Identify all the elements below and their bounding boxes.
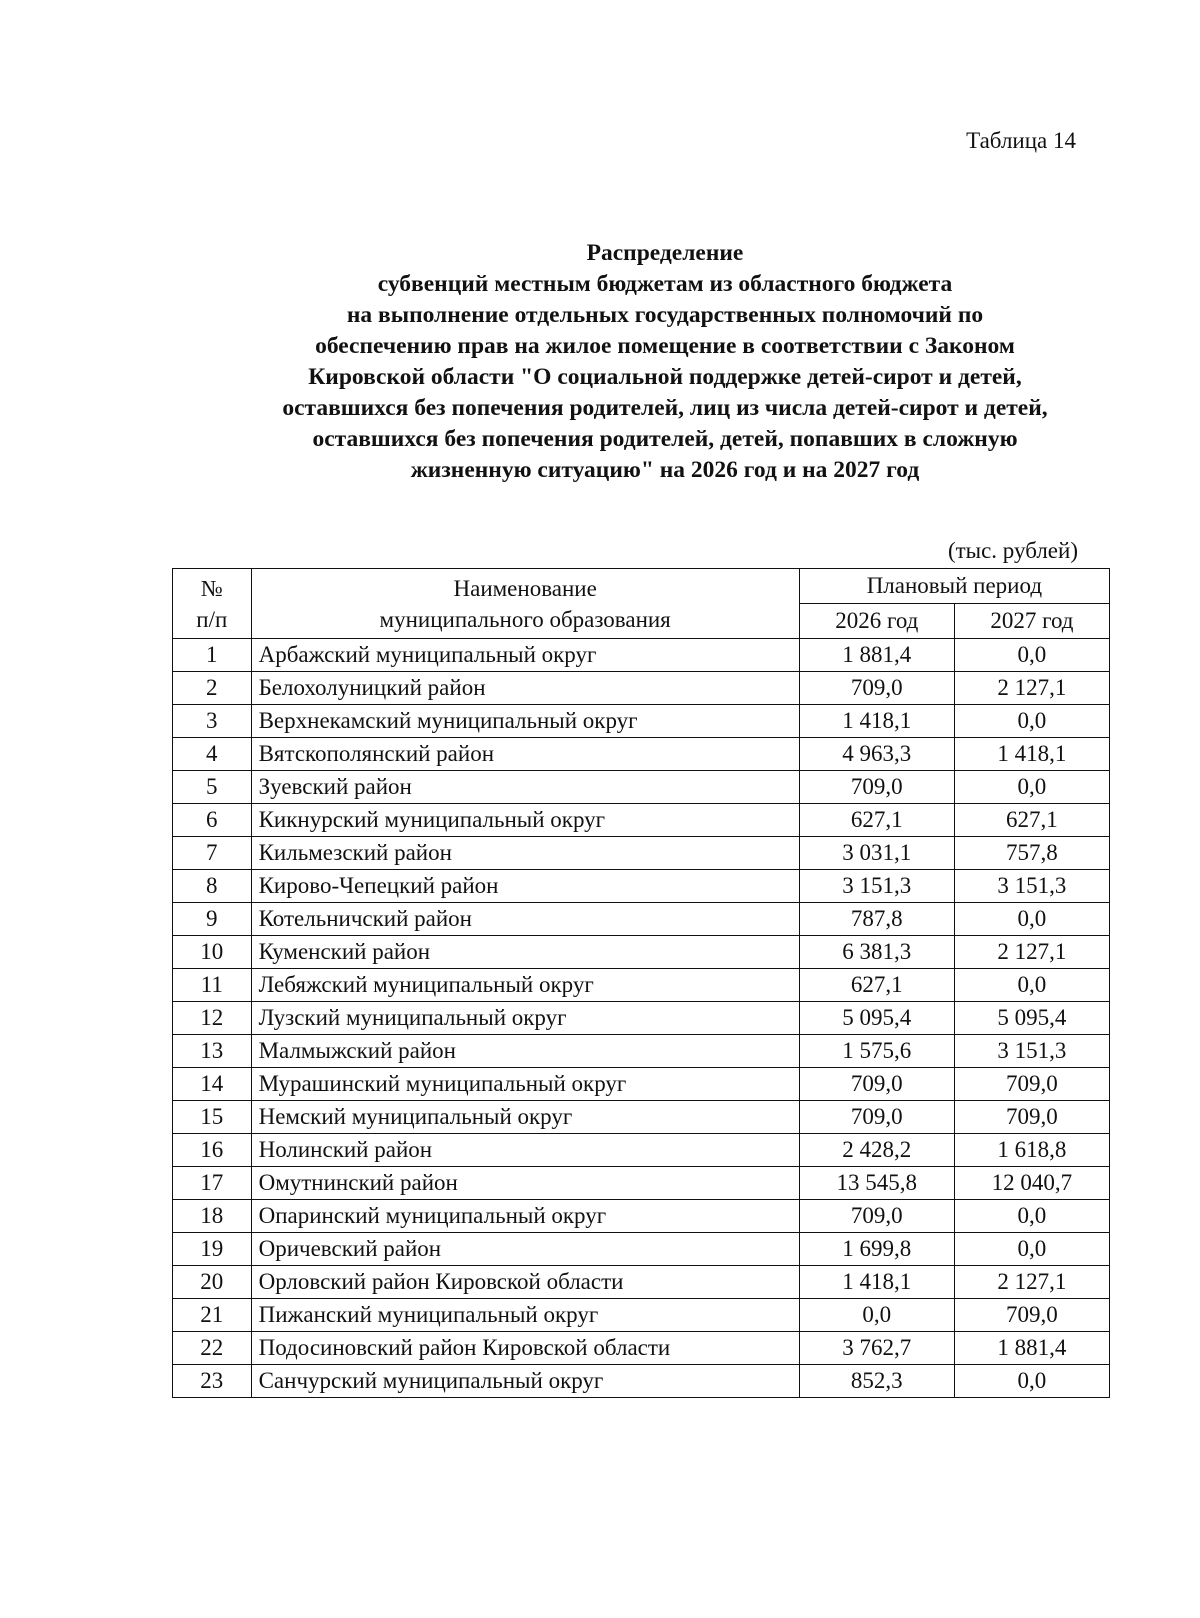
header-number-line2: п/п [196, 606, 228, 632]
row-number: 16 [173, 1134, 252, 1167]
value-2027: 709,0 [954, 1068, 1109, 1101]
header-name [251, 569, 799, 639]
municipality-name: Кирово-Чепецкий район [251, 870, 799, 903]
table-row [173, 1035, 1110, 1068]
value-2026: 3 762,7 [799, 1332, 954, 1365]
row-number: 4 [173, 738, 252, 771]
title-line: на выполнение отдельных государственных полномочий по [346, 302, 984, 328]
municipality-name: Зуевский район [251, 771, 799, 804]
value-2027: 3 151,3 [954, 1035, 1109, 1068]
value-2027: 0,0 [954, 1365, 1109, 1398]
table-row [173, 738, 1110, 771]
value-2026: 4 963,3 [799, 738, 954, 771]
table-row [173, 870, 1110, 903]
value-2027: 709,0 [954, 1101, 1109, 1134]
header-period: Плановый период [799, 569, 1109, 604]
row-number: 8 [173, 870, 252, 903]
value-2027: 0,0 [954, 969, 1109, 1002]
table-row [173, 1101, 1110, 1134]
municipality-name: Подосиновский район Кировской области [251, 1332, 799, 1365]
row-number: 1 [173, 639, 252, 672]
value-2026: 709,0 [799, 1101, 954, 1134]
row-number: 23 [173, 1365, 252, 1398]
municipality-name: Оричевский район [251, 1233, 799, 1266]
title-line: обеспечению прав на жилое помещение в соответствии с Законом [315, 333, 1015, 359]
row-number: 2 [173, 672, 252, 705]
row-number: 19 [173, 1233, 252, 1266]
row-number: 18 [173, 1200, 252, 1233]
value-2027: 0,0 [954, 705, 1109, 738]
municipality-name: Верхнекамский муниципальный округ [251, 705, 799, 738]
value-2026: 1 418,1 [799, 1266, 954, 1299]
row-number: 3 [173, 705, 252, 738]
title-line: субвенций местным бюджетам из областного бюджета [377, 271, 953, 297]
title-line: оставшихся без попечения родителей, детей, попавших в сложную [312, 426, 1018, 452]
header-name-line1: Наименование [453, 575, 597, 601]
value-2026: 1 881,4 [799, 639, 954, 672]
municipality-name: Орловский район Кировской области [251, 1266, 799, 1299]
title-line: жизненную ситуацию" на 2026 год и на 2027 год [410, 457, 920, 483]
row-number: 20 [173, 1266, 252, 1299]
distribution-table [172, 568, 1110, 1398]
table-row [173, 1365, 1110, 1398]
title-line: Кировской области "О социальной поддержке детей-сирот и детей, [308, 364, 1022, 390]
table-row [173, 903, 1110, 936]
value-2026: 1 418,1 [799, 705, 954, 738]
table-row [173, 771, 1110, 804]
value-2026: 627,1 [799, 804, 954, 837]
municipality-name: Белохолуницкий район [251, 672, 799, 705]
value-2026: 6 381,3 [799, 936, 954, 969]
value-2026: 3 031,1 [799, 837, 954, 870]
header-name-line2: муниципального образования [379, 606, 671, 632]
row-number: 21 [173, 1299, 252, 1332]
municipality-name: Нолинский район [251, 1134, 799, 1167]
row-number: 10 [173, 936, 252, 969]
value-2026: 2 428,2 [799, 1134, 954, 1167]
municipality-name: Пижанский муниципальный округ [251, 1299, 799, 1332]
table-row [173, 936, 1110, 969]
table-row [173, 1332, 1110, 1365]
document-title [140, 238, 1190, 486]
municipality-name: Кильмезский район [251, 837, 799, 870]
value-2027: 1 881,4 [954, 1332, 1109, 1365]
header-number [173, 569, 252, 639]
municipality-name: Арбажский муниципальный округ [251, 639, 799, 672]
row-number: 13 [173, 1035, 252, 1068]
table-row [173, 1134, 1110, 1167]
row-number: 15 [173, 1101, 252, 1134]
municipality-name: Санчурский муниципальный округ [251, 1365, 799, 1398]
row-number: 5 [173, 771, 252, 804]
value-2027: 0,0 [954, 771, 1109, 804]
value-2027: 0,0 [954, 1200, 1109, 1233]
municipality-name: Лузский муниципальный округ [251, 1002, 799, 1035]
table-row [173, 1233, 1110, 1266]
municipality-name: Немский муниципальный округ [251, 1101, 799, 1134]
row-number: 11 [173, 969, 252, 1002]
municipality-name: Котельничский район [251, 903, 799, 936]
header-year-2027: 2027 год [954, 604, 1109, 639]
row-number: 22 [173, 1332, 252, 1365]
table-row [173, 705, 1110, 738]
value-2027: 2 127,1 [954, 936, 1109, 969]
value-2027: 0,0 [954, 639, 1109, 672]
municipality-name: Мурашинский муниципальный округ [251, 1068, 799, 1101]
table-number: Таблица 14 [966, 128, 1076, 153]
municipality-name: Опаринский муниципальный округ [251, 1200, 799, 1233]
row-number: 14 [173, 1068, 252, 1101]
row-number: 7 [173, 837, 252, 870]
row-number: 17 [173, 1167, 252, 1200]
table-row [173, 672, 1110, 705]
value-2026: 3 151,3 [799, 870, 954, 903]
table-body [173, 639, 1110, 1398]
title-line: оставшихся без попечения родителей, лиц из числа детей-сирот и детей, [282, 395, 1048, 421]
row-number: 6 [173, 804, 252, 837]
value-2027: 2 127,1 [954, 1266, 1109, 1299]
municipality-name: Омутнинский район [251, 1167, 799, 1200]
table-row [173, 1002, 1110, 1035]
value-2027: 709,0 [954, 1299, 1109, 1332]
value-2026: 0,0 [799, 1299, 954, 1332]
municipality-name: Лебяжский муниципальный округ [251, 969, 799, 1002]
table-row [173, 1299, 1110, 1332]
table-row [173, 1266, 1110, 1299]
municipality-name: Вятскополянский район [251, 738, 799, 771]
table-row [173, 1200, 1110, 1233]
row-number: 12 [173, 1002, 252, 1035]
title-line: Распределение [586, 240, 744, 266]
municipality-name: Кикнурский муниципальный округ [251, 804, 799, 837]
value-2026: 1 575,6 [799, 1035, 954, 1068]
value-2027: 0,0 [954, 903, 1109, 936]
value-2027: 1 418,1 [954, 738, 1109, 771]
value-2026: 709,0 [799, 1200, 954, 1233]
value-2026: 709,0 [799, 1068, 954, 1101]
table-row [173, 1167, 1110, 1200]
header-number-line1: № [200, 575, 223, 601]
value-2026: 627,1 [799, 969, 954, 1002]
value-2027: 1 618,8 [954, 1134, 1109, 1167]
value-2027: 627,1 [954, 804, 1109, 837]
units-label: (тыс. рублей) [947, 538, 1078, 563]
value-2027: 757,8 [954, 837, 1109, 870]
value-2027: 5 095,4 [954, 1002, 1109, 1035]
value-2026: 787,8 [799, 903, 954, 936]
table-row [173, 837, 1110, 870]
value-2027: 12 040,7 [954, 1167, 1109, 1200]
table-row [173, 804, 1110, 837]
value-2027: 2 127,1 [954, 672, 1109, 705]
table-row [173, 969, 1110, 1002]
value-2026: 13 545,8 [799, 1167, 954, 1200]
municipality-name: Куменский район [251, 936, 799, 969]
municipality-name: Малмыжский район [251, 1035, 799, 1068]
value-2026: 709,0 [799, 771, 954, 804]
value-2026: 1 699,8 [799, 1233, 954, 1266]
value-2026: 709,0 [799, 672, 954, 705]
header-year-2026: 2026 год [799, 604, 954, 639]
value-2026: 852,3 [799, 1365, 954, 1398]
value-2026: 5 095,4 [799, 1002, 954, 1035]
table-row [173, 1068, 1110, 1101]
value-2027: 3 151,3 [954, 870, 1109, 903]
value-2027: 0,0 [954, 1233, 1109, 1266]
row-number: 9 [173, 903, 252, 936]
table-row [173, 639, 1110, 672]
